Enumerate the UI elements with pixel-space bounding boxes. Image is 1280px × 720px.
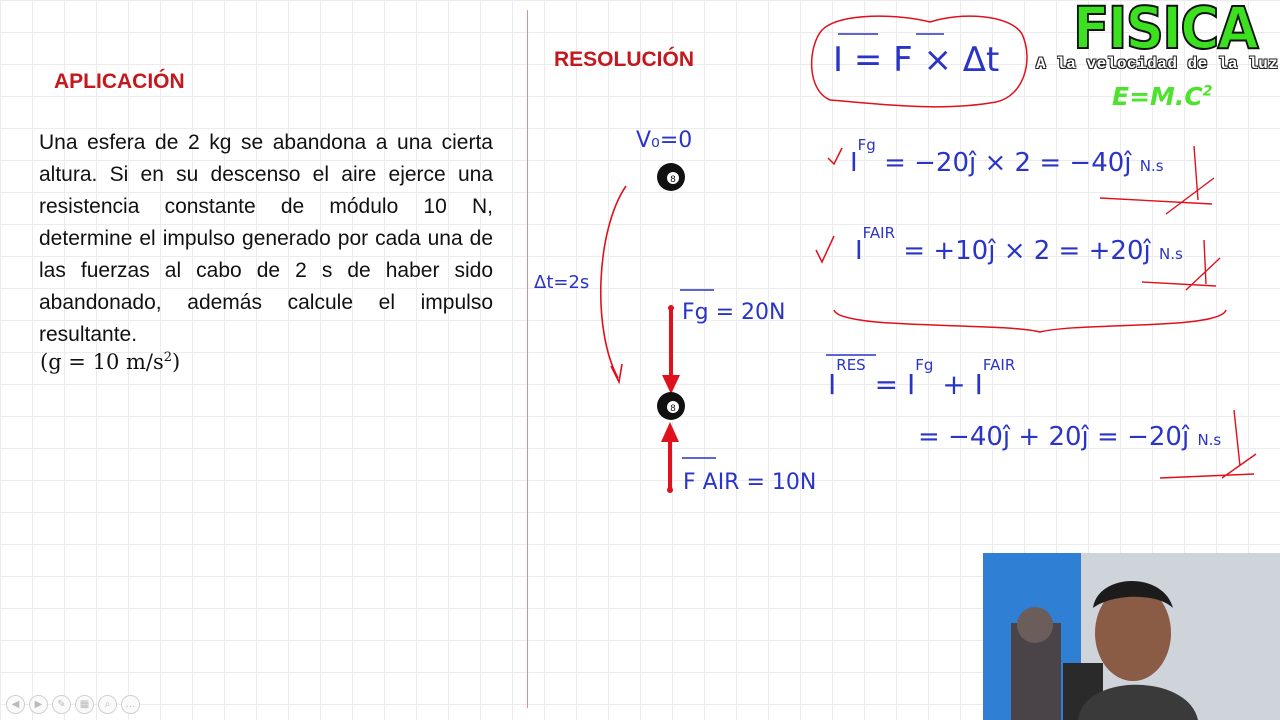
aplicacion-heading: APLICACIÓN — [54, 70, 185, 93]
sum-brace — [834, 310, 1226, 332]
presenter-webcam — [983, 553, 1280, 720]
fisica-logo: FISICA — [1073, 0, 1258, 62]
impulse-res-units: N.s — [1197, 431, 1222, 449]
slides-icon[interactable]: ▦ — [75, 695, 94, 714]
ball-bottom-number: 8 — [670, 404, 676, 414]
impulse-res-term-b: + I — [942, 368, 983, 401]
impulse-fg-superscript: Fg — [857, 136, 876, 154]
time-interval-label: Δt=2s — [534, 272, 590, 293]
gravity-prefix: (g = 10 m/s — [40, 350, 164, 374]
weight-force-label: Fg = 20N — [682, 300, 786, 325]
ball-bottom — [657, 392, 685, 420]
check-fg — [828, 148, 842, 164]
impulse-res-term-b-superscript: FAIR — [982, 356, 1016, 374]
brand-formula-exponent: 2 — [1202, 83, 1213, 100]
impulse-fair-equation — [855, 224, 1183, 266]
gravity-suffix: ) — [172, 350, 181, 374]
impulse-fg-rhs: = −20ĵ × 2 = −40ĵ — [884, 148, 1132, 178]
brand-formula-base: E=M.C — [1112, 82, 1203, 111]
initial-velocity-label: V₀=0 — [636, 128, 693, 153]
problem-statement: Una esfera de 2 kg se abandona a una cierta altura. Si en su descenso el aire ejerce una resistencia constante de módulo 10 N, determine el impulso generado por cada una de las fuerzas al cabo de 2 s de haber sido abandonado, además calcule el impulso resultante. — [39, 131, 493, 346]
brand-formula — [1112, 82, 1213, 111]
zoom-icon[interactable]: ⌕ — [98, 695, 117, 714]
impulse-res-term-a: = I — [874, 368, 916, 401]
impulse-res-symbol: I — [828, 368, 837, 401]
gravity-exponent: 2 — [163, 350, 173, 365]
impulse-fair-superscript: FAIR — [862, 224, 896, 242]
impulse-fair-rhs: = +10ĵ × 2 = +20ĵ — [903, 236, 1151, 266]
back-icon[interactable]: ◀ — [6, 695, 25, 714]
impulse-res-term-a-superscript: Fg — [915, 356, 934, 374]
impulse-fg-units: N.s — [1139, 157, 1164, 175]
resolucion-heading: RESOLUCIÓN — [554, 48, 695, 71]
ball-top — [657, 163, 685, 191]
ball-top-number: 8 — [670, 175, 676, 185]
check-fair — [816, 236, 834, 262]
fg-arrow-head — [662, 375, 680, 394]
impulse-res-superscript: RES — [836, 356, 866, 374]
impulse-resultant-value — [918, 422, 1221, 452]
impulse-fg-equation — [850, 136, 1164, 178]
descent-arrow — [601, 186, 626, 378]
forward-icon[interactable]: ▶ — [29, 695, 48, 714]
air-force-label: F AIR = 10N — [683, 470, 817, 495]
brand-tagline: A la velocidad de la luz — [1036, 55, 1279, 73]
impulse-formula: I = F × Δt — [833, 40, 1000, 80]
impulse-fair-symbol: I — [855, 236, 863, 266]
pen-icon[interactable]: ✎ — [52, 695, 71, 714]
presenter-video-frame — [983, 553, 1280, 720]
presentation-toolbar — [6, 695, 140, 714]
fair-arrow-head — [661, 422, 679, 442]
impulse-fg-symbol: I — [850, 148, 858, 178]
impulse-fair-units: N.s — [1158, 245, 1183, 263]
impulse-res-value: = −40ĵ + 20ĵ = −20ĵ — [918, 422, 1190, 452]
impulse-resultant-equation — [828, 356, 1016, 401]
more-icon[interactable]: … — [121, 695, 140, 714]
